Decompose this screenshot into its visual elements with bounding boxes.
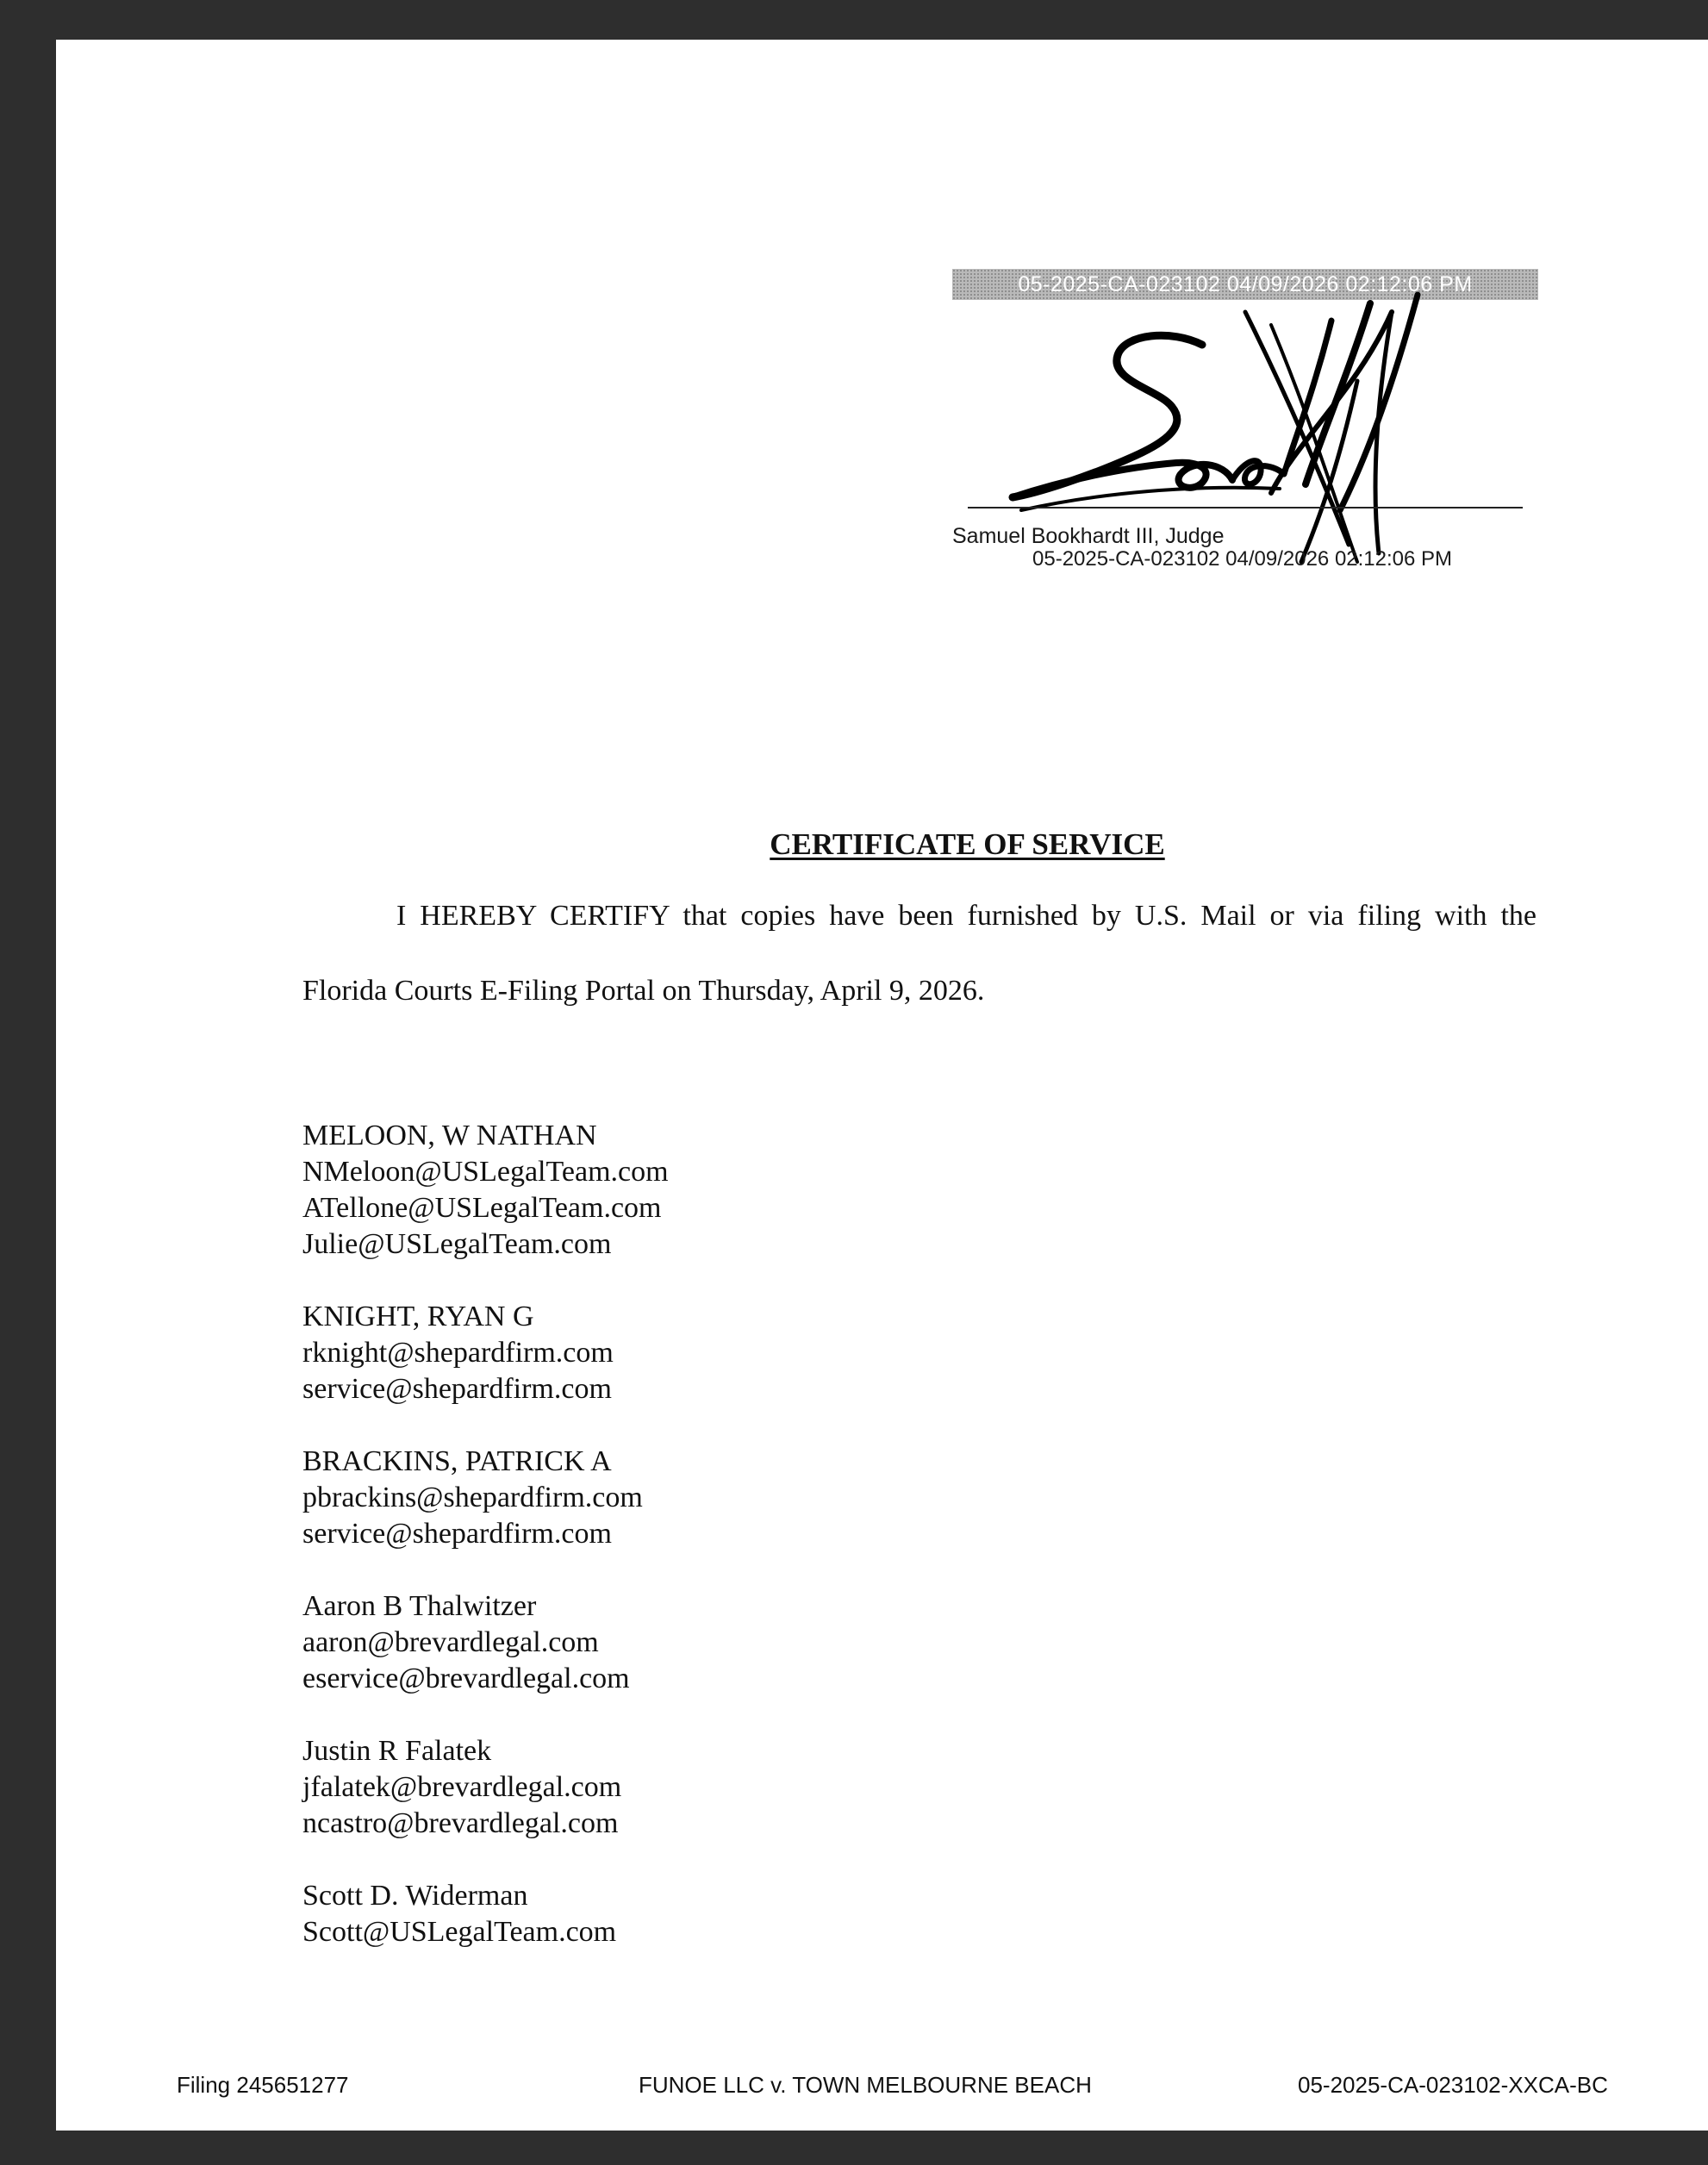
recipient <box>302 1878 669 1950</box>
recipient <box>302 1733 669 1842</box>
recipient-email: service@shepardfirm.com <box>302 1518 612 1550</box>
signature-line <box>968 507 1523 508</box>
e-filing-stamp-bar: 05-2025-CA-023102 04/09/2026 02:12:06 PM <box>952 269 1538 300</box>
recipient <box>302 1444 669 1552</box>
certificate-line-1: I HEREBY CERTIFY that copies have been furnished by U.S. Mail or via filing with the <box>396 900 1537 932</box>
recipient-email: ATellone@USLegalTeam.com <box>302 1192 662 1224</box>
recipient-email: service@shepardfirm.com <box>302 1373 612 1405</box>
recipient <box>302 1588 669 1697</box>
recipient-email: Julie@USLegalTeam.com <box>302 1228 612 1260</box>
recipient-email: pbrackins@shepardfirm.com <box>302 1482 643 1513</box>
recipient-email: aaron@brevardlegal.com <box>302 1626 599 1658</box>
recipient <box>302 1118 669 1263</box>
recipient-email: NMeloon@USLegalTeam.com <box>302 1156 669 1188</box>
footer-case-number: 05-2025-CA-023102-XXCA-BC <box>1298 2072 1608 2098</box>
recipient-email: ncastro@brevardlegal.com <box>302 1807 619 1839</box>
recipient-name: Justin R Falatek <box>302 1735 492 1767</box>
recipient-list <box>302 1118 669 1987</box>
recipient-email: Scott@USLegalTeam.com <box>302 1916 617 1948</box>
recipient-name: MELOON, W NATHAN <box>302 1120 597 1151</box>
footer-case-title: FUNOE LLC v. TOWN MELBOURNE BEACH <box>639 2072 1092 2098</box>
judge-date-stamp: 05-2025-CA-023102 04/09/2026 02:12:06 PM <box>1032 547 1453 571</box>
footer-filing-number: Filing 245651277 <box>177 2072 349 2098</box>
certificate-title: CERTIFICATE OF SERVICE <box>770 827 1165 861</box>
recipient-name: KNIGHT, RYAN G <box>302 1301 534 1332</box>
recipient-email: jfalatek@brevardlegal.com <box>302 1771 622 1803</box>
recipient <box>302 1299 669 1407</box>
recipient-name: BRACKINS, PATRICK A <box>302 1445 612 1477</box>
certificate-line-2: Florida Courts E-Filing Portal on Thursday, April 9, 2026. <box>302 975 985 1007</box>
document-page <box>56 40 1708 2131</box>
recipient-email: eservice@brevardlegal.com <box>302 1663 630 1694</box>
recipient-name: Aaron B Thalwitzer <box>302 1590 537 1622</box>
recipient-name: Scott D. Widerman <box>302 1880 528 1912</box>
recipient-email: rknight@shepardfirm.com <box>302 1337 614 1369</box>
judge-name: Samuel Bookhardt III, Judge <box>952 524 1225 548</box>
